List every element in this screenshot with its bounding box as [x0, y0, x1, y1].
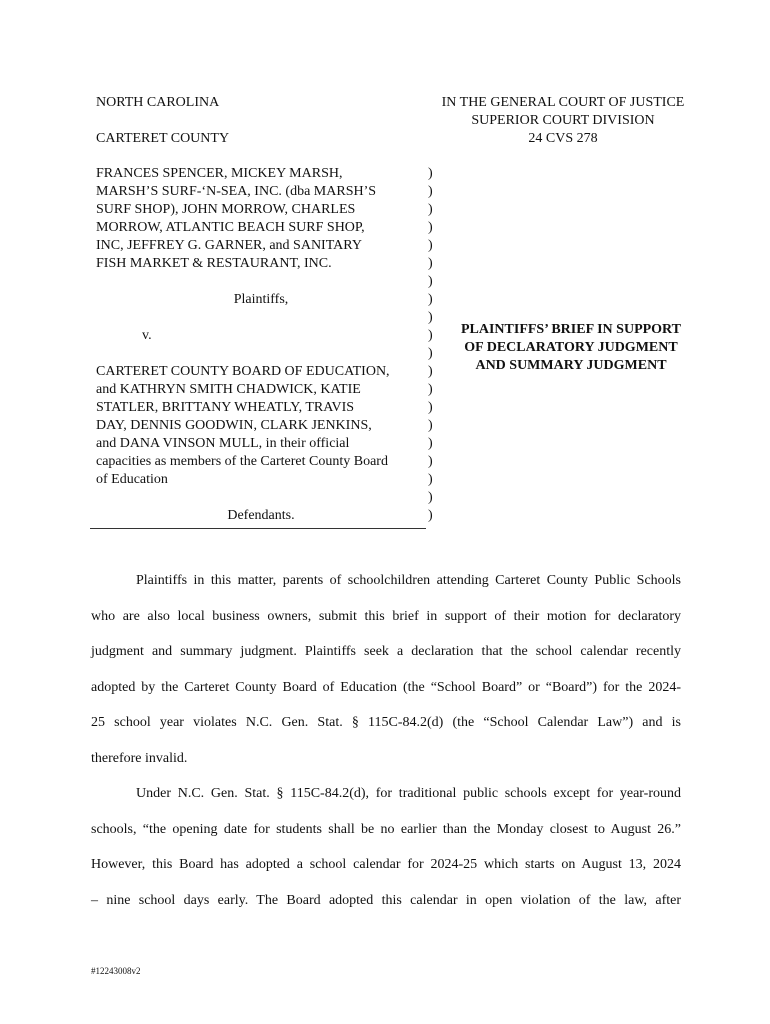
defendant-line: and KATHRYN SMITH CHADWICK, KATIE: [96, 382, 361, 397]
caption-divider: [90, 528, 426, 529]
brief-body: [91, 563, 681, 918]
caption-paren: ): [428, 310, 433, 325]
state-name: NORTH CAROLINA: [96, 95, 220, 110]
plaintiff-line: FRANCES SPENCER, MICKEY MARSH,: [96, 166, 343, 181]
plaintiffs-label: Plaintiffs,: [233, 292, 289, 307]
plaintiff-line: MORROW, ATLANTIC BEACH SURF SHOP,: [96, 220, 365, 235]
caption-paren: ): [428, 472, 433, 487]
defendant-line: CARTERET COUNTY BOARD OF EDUCATION,: [96, 364, 390, 379]
caption-paren: ): [428, 292, 433, 307]
caption-paren: ): [428, 274, 433, 289]
caption-paren: ): [428, 508, 433, 523]
document-id: #12243008v2: [91, 966, 141, 976]
caption-paren: ): [428, 436, 433, 451]
caption-paren: ): [428, 400, 433, 415]
case-caption: [96, 165, 426, 525]
caption-paren: ): [428, 220, 433, 235]
paragraph-line: therefore invalid.: [91, 750, 188, 766]
court-heading: [428, 94, 698, 148]
paragraph-line: who are also local business owners, submit this brief in support of their motion for declaratory: [91, 608, 681, 624]
caption-paren: ): [428, 184, 433, 199]
caption-paren: ): [428, 256, 433, 271]
court-name: IN THE GENERAL COURT OF JUSTICE: [441, 95, 685, 110]
versus-label: v.: [142, 328, 152, 343]
paragraph-line: However, this Board has adopted a school calendar for 2024-25 which starts on August 13, 2024: [91, 857, 681, 872]
paragraph-line: – nine school days early. The Board adopted this calendar in open violation of the law, after: [91, 892, 681, 908]
plaintiff-line: SURF SHOP), JOHN MORROW, CHARLES: [96, 202, 356, 217]
plaintiff-line: MARSH’S SURF-‘N-SEA, INC. (dba MARSH’S: [96, 184, 377, 199]
caption-paren: ): [428, 328, 433, 343]
court-division: SUPERIOR COURT DIVISION: [471, 113, 655, 128]
defendant-line: of Education: [96, 472, 168, 487]
defendant-line: DAY, DENNIS GOODWIN, CLARK JENKINS,: [96, 418, 372, 433]
caption-paren: ): [428, 382, 433, 397]
county-name: CARTERET COUNTY: [96, 131, 230, 146]
plaintiff-line: FISH MARKET & RESTAURANT, INC.: [96, 256, 332, 271]
caption-parentheses: [428, 165, 433, 525]
caption-paren: ): [428, 346, 433, 361]
caption-paren: ): [428, 238, 433, 253]
brief-title-line: OF DECLARATORY JUDGMENT: [464, 340, 678, 355]
caption-paren: ): [428, 490, 433, 505]
brief-title-line: PLAINTIFFS’ BRIEF IN SUPPORT: [460, 322, 682, 337]
paragraph-line: Plaintiffs in this matter, parents of schoolchildren attending Carteret County Public Schools: [136, 573, 681, 588]
defendant-line: capacities as members of the Carteret County Board: [96, 454, 388, 469]
paragraph-line: judgment and summary judgment. Plaintiffs seek a declaration that the school calendar recently: [91, 644, 681, 659]
caption-paren: ): [428, 364, 433, 379]
caption-paren: ): [428, 202, 433, 217]
paragraph-line: adopted by the Carteret County Board of Education (the “School Board” or “Board”) for the 2024-: [91, 679, 681, 695]
caption-paren: ): [428, 454, 433, 469]
case-number: 24 CVS 278: [528, 131, 598, 146]
defendant-line: STATLER, BRITTANY WHEATLY, TRAVIS: [96, 400, 355, 415]
plaintiff-line: INC, JEFFREY G. GARNER, and SANITARY: [96, 238, 362, 253]
defendants-label: Defendants.: [227, 508, 295, 523]
caption-paren: ): [428, 418, 433, 433]
caption-paren: ): [428, 166, 433, 181]
paragraph-line: schools, “the opening date for students shall be no earlier than the Monday closest to August 26.”: [91, 821, 681, 837]
paragraph-line: Under N.C. Gen. Stat. § 115C-84.2(d), for traditional public schools except for year-round: [136, 786, 681, 801]
brief-title: [445, 321, 697, 375]
brief-title-line: AND SUMMARY JUDGMENT: [475, 358, 667, 373]
defendant-line: and DANA VINSON MULL, in their official: [96, 436, 350, 451]
paragraph-line: 25 school year violates N.C. Gen. Stat. § 115C-84.2(d) (the “School Calendar Law”) and is: [91, 715, 681, 730]
